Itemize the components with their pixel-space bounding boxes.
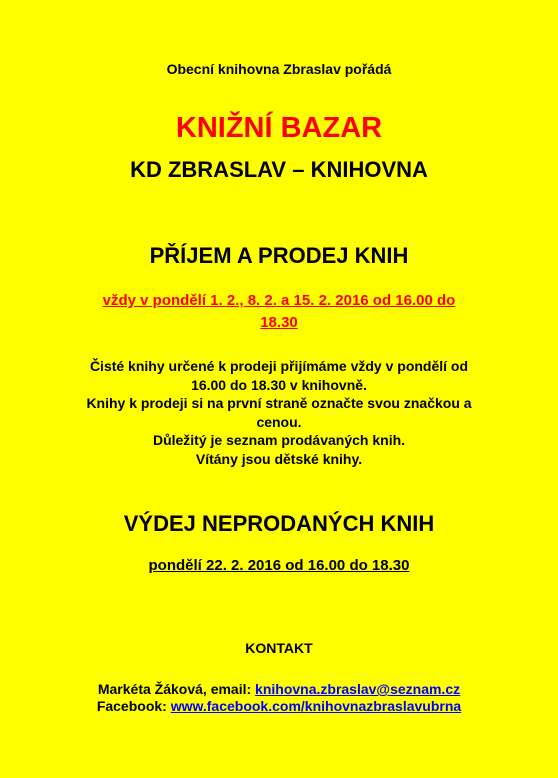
info-line: Čisté knihy určené k prodeji přijímáme vždy v pondělí od (89, 358, 469, 374)
contact-person-label: Markéta Žáková, email: (97, 681, 256, 697)
contact-facebook-line (0, 698, 558, 714)
contact-heading: KONTAKT (245, 640, 313, 656)
intake-info (60, 357, 498, 468)
contact-email-line (0, 681, 558, 697)
venue-line: KD ZBRASLAV – KNIHOVNA (130, 157, 428, 182)
return-date: pondělí 22. 2. 2016 od 16.00 do 18.30 (148, 557, 410, 574)
return-heading: VÝDEJ NEPRODANÝCH KNIH (123, 511, 435, 536)
info-line: Důležitý je seznam prodávaných knih. (152, 432, 406, 448)
email-link[interactable]: knihovna.zbraslav@seznam.cz (255, 681, 461, 697)
info-line: 16.00 do 18.30 v knihovně. (191, 376, 367, 393)
intake-dates (40, 290, 518, 334)
intake-dates-line: 18.30 (260, 314, 298, 331)
info-line: cenou. (256, 413, 302, 430)
info-line: Knihy k prodeji si na první straně označte svou značkou a (86, 395, 472, 411)
intake-dates-line: vždy v pondělí 1. 2., 8. 2. a 15. 2. 2016 od 16.00 do (102, 292, 456, 309)
facebook-label: Facebook: (96, 698, 171, 714)
organizer-line: Obecní knihovna Zbraslav pořádá (166, 61, 392, 77)
event-title: KNIŽNÍ BAZAR (175, 112, 383, 144)
info-line: Vítány jsou dětské knihy. (195, 450, 363, 467)
intake-heading: PŘÍJEM A PRODEJ KNIH (149, 243, 409, 268)
facebook-link[interactable]: www.facebook.com/knihovnazbraslavubrna (170, 698, 462, 714)
